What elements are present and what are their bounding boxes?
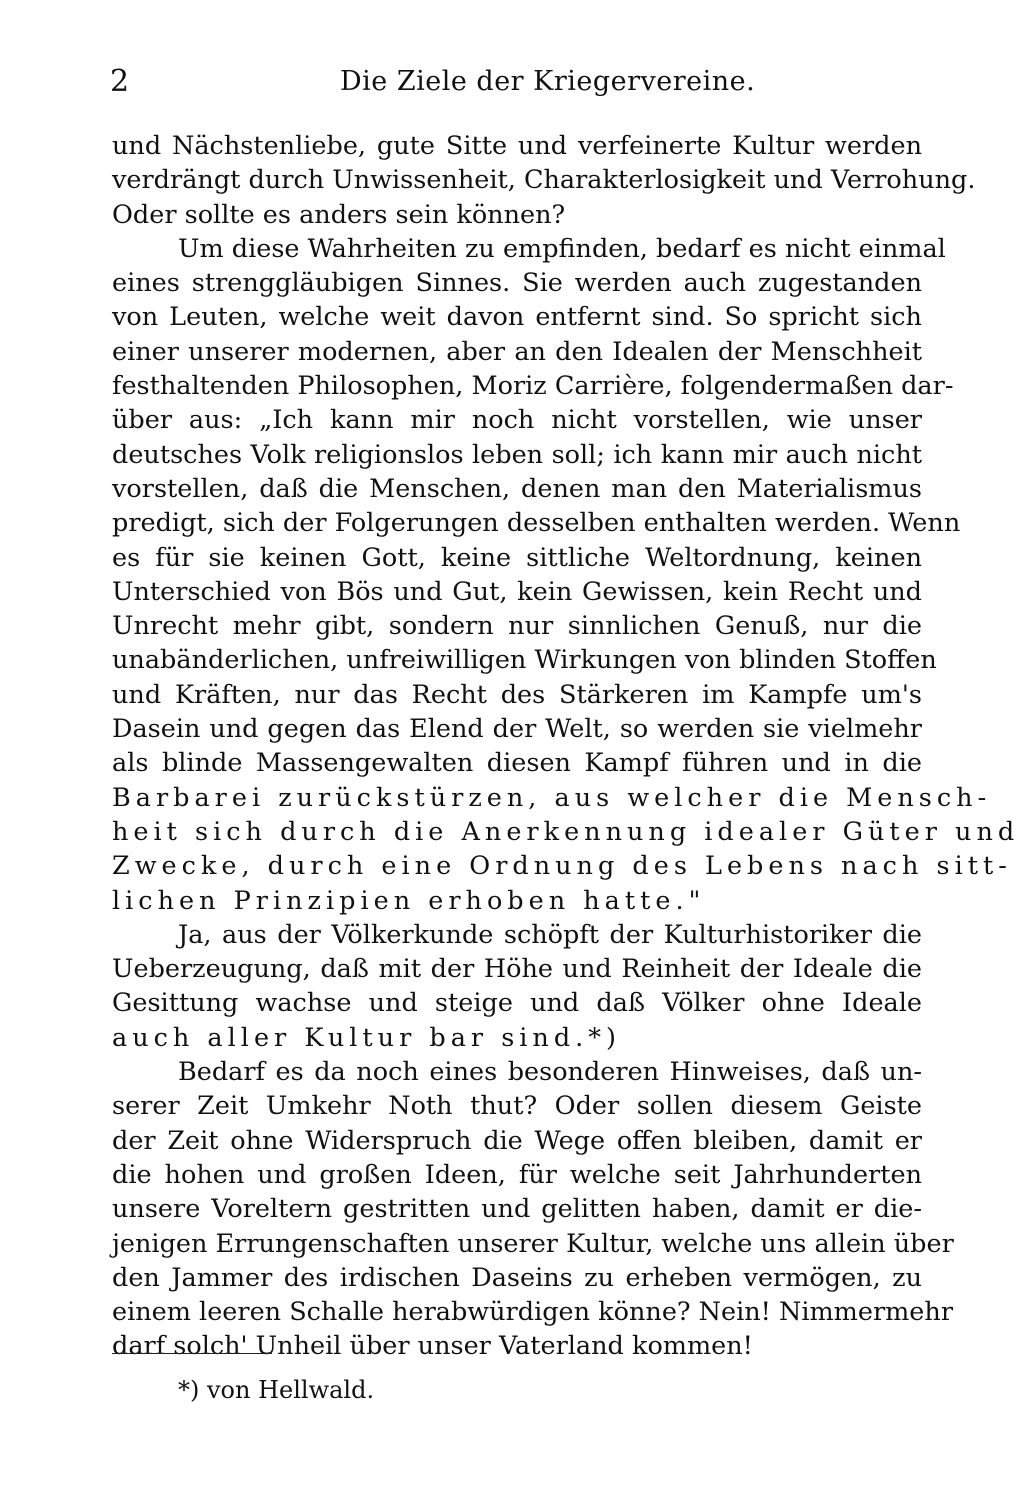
text-line: von Leuten, welche weit davon entfernt sind. So spricht sich bbox=[112, 302, 922, 333]
text-line: Gesittung wachse und steige und daß Völker ohne Ideale bbox=[112, 988, 922, 1019]
footnote-divider bbox=[112, 1353, 272, 1354]
text-line: serer Zeit Umkehr Noth thut? Oder sollen diesem Geiste bbox=[112, 1091, 922, 1122]
text-line: jenigen Errungenschaften unserer Kultur, welche uns allein über bbox=[112, 1228, 954, 1259]
text-line: über aus: „Ich kann mir noch nicht vorstellen, wie unser bbox=[112, 405, 922, 436]
text-line: Zwecke, durch eine Ordnung des Lebens nach sitt- bbox=[112, 851, 1012, 882]
text-line: und Nächstenliebe, gute Sitte und verfeinerte Kultur werden bbox=[112, 131, 922, 161]
text-line: den Jammer des irdischen Daseins zu erheben vermögen, zu bbox=[112, 1262, 922, 1293]
text-line: Um diese Wahrheiten zu empfinden, bedarf es nicht einmal bbox=[178, 233, 946, 264]
text-line: darf solch' Unheil über unser Vaterland kommen! bbox=[112, 1331, 753, 1362]
text-line: als blinde Massengewalten diesen Kampf führen und in die bbox=[112, 748, 922, 779]
page-header bbox=[110, 62, 922, 102]
text-line: verdrängt durch Unwissenheit, Charakterlosigkeit und Verrohung. bbox=[112, 165, 976, 196]
text-line: Barbarei zurückstürzen, aus welcher die Mensch- bbox=[112, 782, 992, 813]
text-line: eines strenggläubigen Sinnes. Sie werden auch zugestanden bbox=[112, 268, 922, 299]
text-line: einem leeren Schalle herabwürdigen könne? Nein! Nimmermehr bbox=[112, 1297, 954, 1328]
text-line: es für sie keinen Gott, keine sittliche Weltordnung, keinen bbox=[112, 542, 922, 573]
text-line: Bedarf es da noch eines besonderen Hinweises, daß un- bbox=[178, 1057, 922, 1088]
text-line: festhaltenden Philosophen, Moriz Carrière, folgendermaßen dar- bbox=[112, 371, 954, 402]
text-line: der Zeit ohne Widerspruch die Wege offen bleiben, damit er bbox=[112, 1125, 922, 1156]
text-line: und Kräften, nur das Recht des Stärkeren im Kampfe um's bbox=[112, 679, 922, 710]
running-title: Die Ziele der Kriegervereine. bbox=[340, 66, 756, 97]
text-line: einer unserer modernen, aber an den Idealen der Menschheit bbox=[112, 336, 922, 367]
text-line: Unterschied von Bös und Gut, kein Gewissen, kein Recht und bbox=[112, 576, 922, 607]
text-line: Ueberzeugung, daß mit der Höhe und Reinheit der Ideale die bbox=[112, 954, 922, 985]
text-line: Dasein und gegen das Elend der Welt, so werden sie vielmehr bbox=[112, 714, 922, 745]
text-line: Oder sollte es anders sein können? bbox=[112, 199, 566, 230]
text-line: vorstellen, daß die Menschen, denen man den Materialismus bbox=[112, 473, 922, 504]
text-line: unsere Voreltern gestritten und gelitten haben, damit er die- bbox=[112, 1194, 922, 1225]
text-line: heit sich durch die Anerkennung idealer Güter und bbox=[112, 816, 1019, 847]
text-line: Ja, aus der Völkerkunde schöpft der Kulturhistoriker die bbox=[178, 919, 922, 950]
text-line: unabänderlichen, unfreiwilligen Wirkungen von blinden Stoffen bbox=[112, 645, 937, 676]
page-number: 2 bbox=[110, 64, 130, 99]
body-text bbox=[112, 129, 1019, 1364]
text-line: deutsches Volk religionslos leben soll; ich kann mir auch nicht bbox=[112, 439, 922, 470]
text-line: predigt, sich der Folgerungen desselben enthalten werden. Wenn bbox=[112, 508, 961, 539]
footnote: *) von Hellwald. bbox=[178, 1376, 375, 1404]
text-line: auch aller Kultur bar sind.*) bbox=[112, 1022, 621, 1053]
text-line: die hohen und großen Ideen, für welche seit Jahrhunderten bbox=[112, 1159, 922, 1190]
text-line: lichen Prinzipien erhoben hatte." bbox=[112, 885, 706, 916]
text-line: Unrecht mehr gibt, sondern nur sinnlichen Genuß, nur die bbox=[112, 611, 922, 642]
